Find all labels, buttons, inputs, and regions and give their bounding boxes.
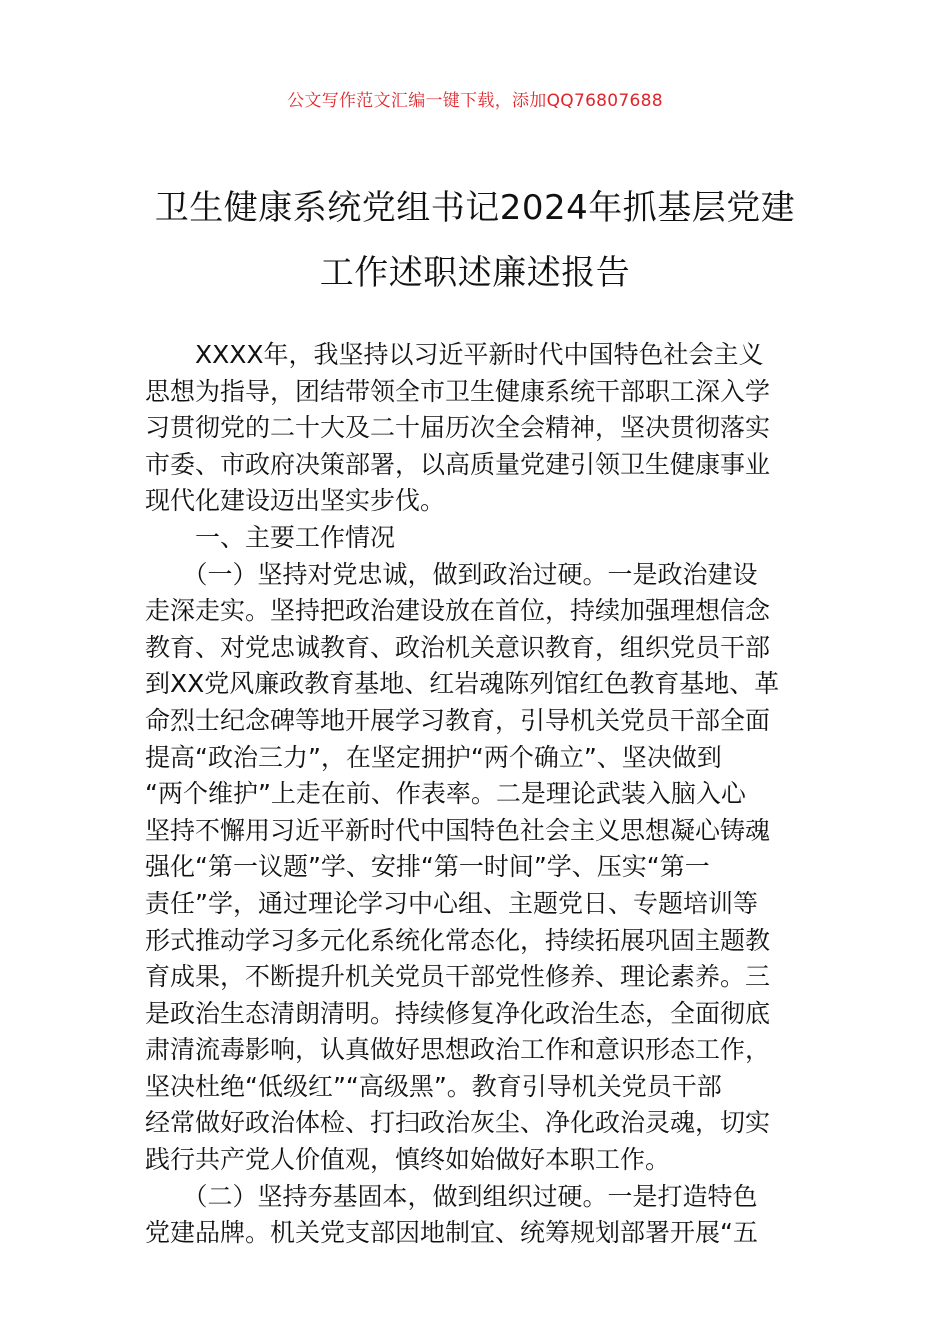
body-text-line: 思想为指导，团结带领全市卫生健康系统干部职工深入学 xyxy=(145,376,771,406)
body-text-line: （一）坚持对党忠诚，做到政治过硬。一是政治建设 xyxy=(145,559,758,589)
body-text-line: XXXX年，我坚持以习近平新时代中国特色社会主义 xyxy=(145,340,764,369)
body-text-line: 坚决杜绝“低级红”“高级黑”。教育引导机关党员干部 xyxy=(145,1071,722,1101)
body-text-line: 党建品牌。机关党支部因地制宜、统筹规划部署开展“五 xyxy=(145,1218,758,1248)
document-title-line-1: 卫生健康系统党组书记2024年抓基层党建 xyxy=(154,188,796,228)
body-text-line: 坚持不懈用习近平新时代中国特色社会主义思想凝心铸魂 xyxy=(145,815,771,845)
body-text-line: 践行共产党人价值观，慎终如始做好本职工作。 xyxy=(145,1145,671,1175)
body-text-line: 命烈士纪念碑等地开展学习教育，引导机关党员干部全面 xyxy=(145,705,771,735)
body-text-line: 是政治生态清朗清明。持续修复净化政治生态，全面彻底 xyxy=(145,998,771,1028)
body-text-line: 强化“第一议题”学、安排“第一时间”学、压实“第一 xyxy=(145,852,710,882)
body-text-line: 提高“政治三力”，在坚定拥护“两个确立”、坚决做到 xyxy=(145,742,722,772)
body-text-line: 经常做好政治体检、打扫政治灰尘、净化政治灵魂，切实 xyxy=(145,1108,771,1138)
document-body xyxy=(145,337,810,1252)
body-text-line: 责任”学，通过理论学习中心组、主题党日、专题培训等 xyxy=(145,888,758,918)
body-text-line: （二）坚持夯基固本，做到组织过硬。一是打造特色 xyxy=(145,1181,758,1211)
body-text-line: 到XX党风廉政教育基地、红岩魂陈列馆红色教育基地、革 xyxy=(145,669,780,699)
body-text-line: 走深走实。坚持把政治建设放在首位，持续加强理想信念 xyxy=(145,596,771,626)
body-text-line: 习贯彻党的二十大及二十届历次全会精神，坚决贯彻落实 xyxy=(145,413,771,443)
document-title-line-2: 工作述职述廉述报告 xyxy=(319,253,631,293)
body-text-line: 市委、市政府决策部署，以高质量党建引领卫生健康事业 xyxy=(145,449,771,479)
body-text-line: “两个维护”上走在前、作表率。二是理论武装入脑入心 xyxy=(145,779,746,809)
body-text-line: 形式推动学习多元化系统化常态化，持续拓展巩固主题教 xyxy=(145,925,771,955)
body-text-line: 一、主要工作情况 xyxy=(145,522,396,552)
body-text-line: 育成果，不断提升机关党员干部党性修养、理论素养。三 xyxy=(145,962,771,992)
download-banner: 公文写作范文汇编一键下载，添加QQ76807688 xyxy=(287,91,663,111)
body-text-line: 教育、对党忠诚教育、政治机关意识教育，组织党员干部 xyxy=(145,632,771,662)
body-text-line: 肃清流毒影响，认真做好思想政治工作和意识形态工作， xyxy=(145,1035,771,1065)
body-text-line: 现代化建设迈出坚实步伐。 xyxy=(145,486,446,516)
